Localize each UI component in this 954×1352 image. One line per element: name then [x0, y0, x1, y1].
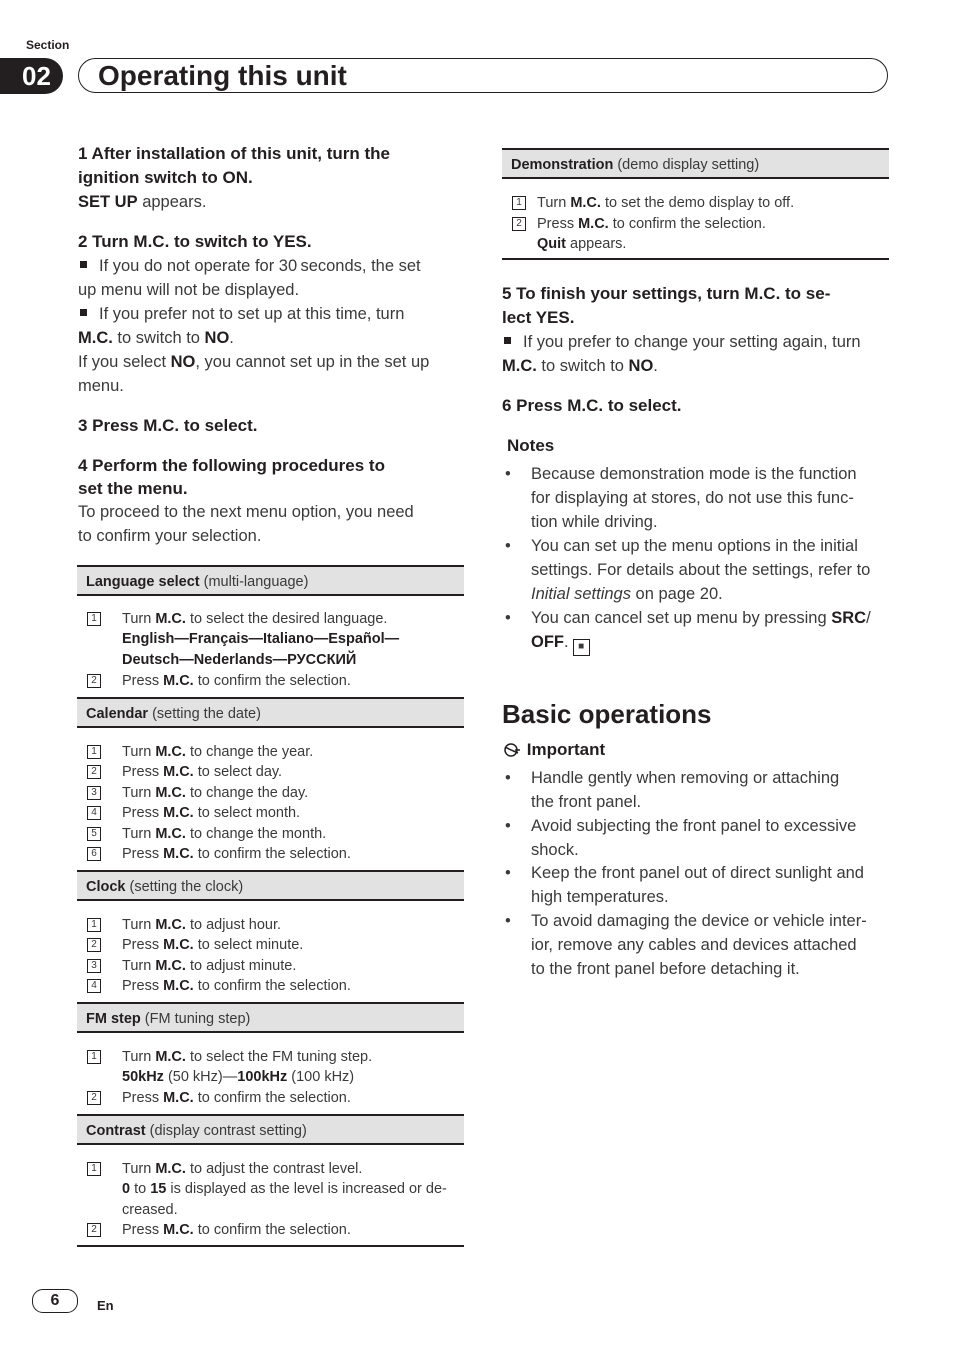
end-mark-icon: ■: [573, 639, 590, 656]
language-options-1: English—Français—Italiano—Español—: [122, 631, 400, 648]
right-column: [502, 282, 889, 418]
notes-title: Notes: [507, 436, 555, 455]
step-1-heading: 1 After installation of this unit, turn the ignition switch to ON.: [78, 144, 390, 187]
step-1-result: SET UP appears.: [78, 193, 207, 211]
language-code: En: [97, 1298, 114, 1313]
page-title: Operating this unit: [98, 60, 347, 91]
step-2-paragraph: If you select NO, you cannot set up in the set up menu.: [78, 353, 430, 395]
calendar-header: Calendar (setting the date): [77, 697, 464, 728]
step-2-bullet-2: If you prefer not to set up at this time, turn M.C. to switch to NO.: [78, 305, 405, 347]
step-2-bullet-1: If you do not operate for 30 seconds, the set up menu will not be displayed.: [78, 257, 421, 299]
demonstration-bottom-rule: [502, 258, 889, 260]
step-4-paragraph: To proceed to the next menu option, you need to confirm your selection.: [78, 503, 414, 545]
language-select-header: Language select (multi-language): [77, 565, 464, 596]
important-icon: [502, 742, 522, 758]
contrast-header: Contrast (display contrast setting): [77, 1114, 464, 1145]
left-column: [78, 142, 465, 548]
section-number: 02: [0, 58, 63, 94]
fm-step-header: FM step (FM tuning step): [77, 1002, 464, 1033]
page-number: 6: [32, 1289, 78, 1313]
demonstration-header: Demonstration (demo display setting): [502, 148, 889, 179]
clock-header: Clock (setting the clock): [77, 870, 464, 901]
step-2-heading: 2 Turn M.C. to switch to YES.: [78, 232, 312, 251]
language-options-2: Deutsch—Nederlands—РУССКИЙ: [122, 651, 357, 668]
step-5-heading: 5 To finish your settings, turn M.C. to se- lect YES.: [502, 284, 831, 327]
step-3-heading: 3 Press M.C. to select.: [78, 416, 258, 435]
step-6-heading: 6 Press M.C. to select.: [502, 396, 682, 415]
important-title: Important: [502, 740, 605, 760]
section-label: Section: [26, 38, 70, 52]
step-4-heading: 4 Perform the following procedures to set the menu.: [78, 456, 385, 498]
contrast-bottom-rule: [77, 1245, 464, 1247]
basic-operations-title: Basic operations: [502, 699, 712, 729]
step-5-bullet: If you prefer to change your setting again, turn M.C. to switch to NO.: [502, 333, 861, 375]
